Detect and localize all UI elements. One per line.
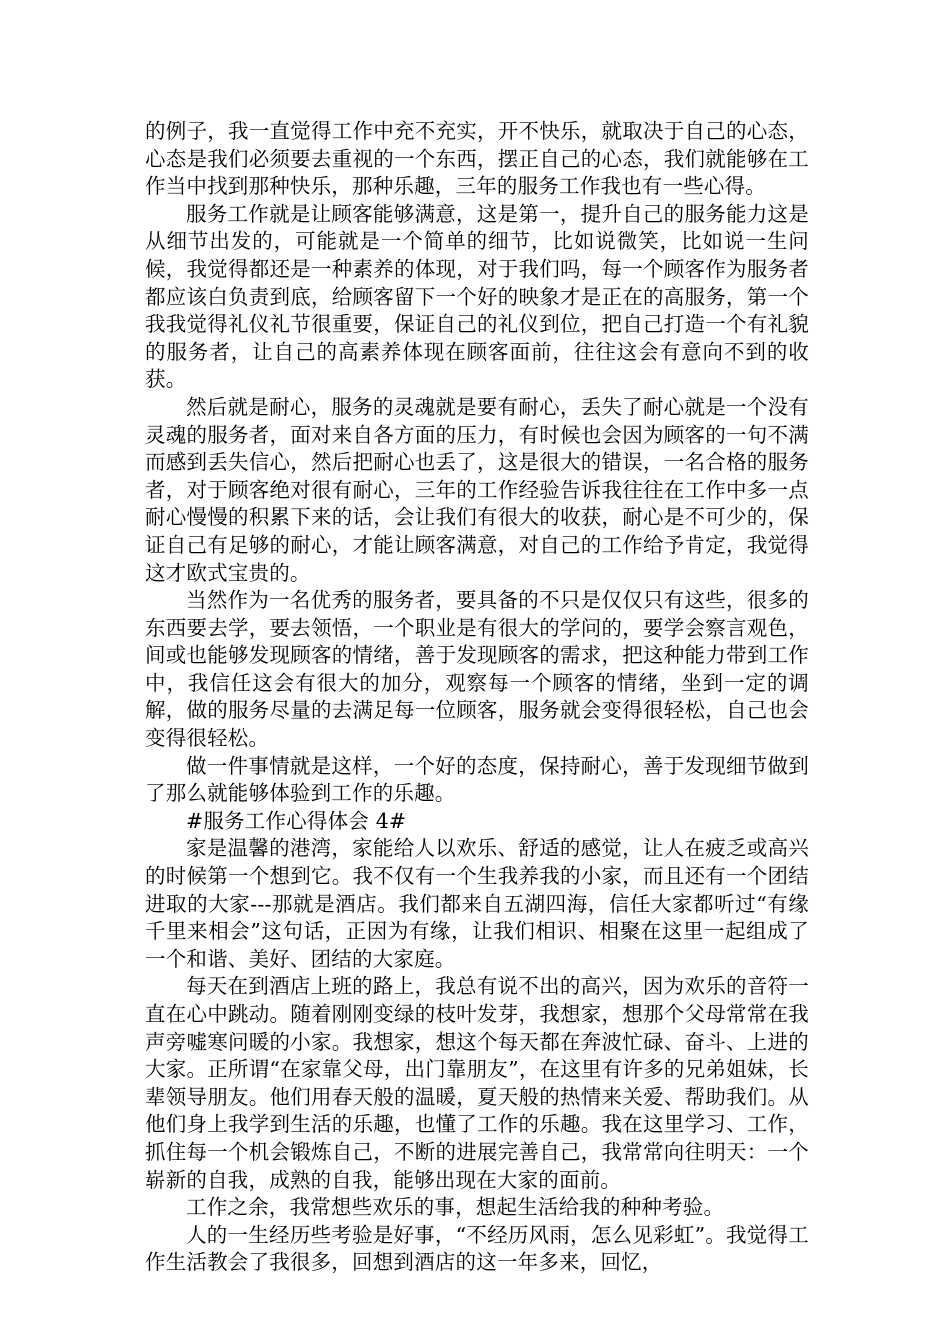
paragraph-6: 家是温馨的港湾，家能给人以欢乐、舒适的感觉，让人在疲乏或高兴的时候第一个想到它。我不仅有一个生我养我的小家，而且还有一个团结进取的大家---那就是酒店。我们都来自五湖四海，信任大家都听过“有缘千里来相会”这句话，正因为有缘，让我们相识、相聚在这里一起组成了一个和谐、美好、团结的大家庭。 bbox=[145, 836, 809, 971]
paragraph-4: 当然作为一名优秀的服务者，要具备的不只是仅仅只有这些，很多的东西要去学，要去领悟，一个职业是有很大的学问的，要学会察言观色，间或也能够发现顾客的情绪，善于发现顾客的需求，把这种能力带到工作中，我信任这会有很大的加分，观察每一个顾客的情绪，坐到一定的调解，做的服务尽量的去满足每一位顾客，服务就会变得很轻松，自己也会变得很轻松。 bbox=[145, 588, 809, 751]
paragraph-5: 做一件事情就是这样，一个好的态度，保持耐心，善于发现细节做到了那么就能够体验到工作的乐趣。 bbox=[145, 753, 809, 806]
paragraph-3: 然后就是耐心，服务的灵魂就是要有耐心，丢失了耐心就是一个没有灵魂的服务者，面对来自各方面的压力，有时候也会因为顾客的一句不满而感到丢失信心，然后把耐心也丢了，这是很大的错误，一名合格的服务者，对于顾客绝对很有耐心，三年的工作经验告诉我往往在工作中多一点耐心慢慢的积累下来的话，会让我们有很大的收获，耐心是不可少的，保证自己有足够的耐心，才能让顾客满意，对自己的工作给予肯定，我觉得这才欧式宝贵的。 bbox=[145, 394, 809, 585]
document-body bbox=[145, 118, 809, 1277]
paragraph-9: 人的一生经历些考验是好事，“不经历风雨，怎么见彩虹”。我觉得工作生活教会了我很多，回想到酒店的这一年多来，回忆， bbox=[145, 1222, 809, 1275]
paragraph-7: 每天在到酒店上班的路上，我总有说不出的高兴，因为欢乐的音符一直在心中跳动。随着刚刚变绿的枝叶发芽，我想家，想那个父母常常在我声旁嘘寒问暖的小家。我想家，想这个每天都在奔波忙碌、奋斗、上进的大家。正所谓“在家靠父母，出门靠朋友”，在这里有许多的兄弟姐妹，长辈领导朋友。他们用春天般的温暖，夏天般的热情来关爱、帮助我们。从他们身上我学到生活的乐趣，也懂了工作的乐趣。我在这里学习、工作，抓住每一个机会锻炼自己，不断的进展完善自己，我常常向往明天：一个崭新的自我，成熟的自我，能够出现在大家的面前。 bbox=[145, 974, 809, 1192]
paragraph-2: 服务工作就是让顾客能够满意，这是第一，提升自己的服务能力这是从细节出发的，可能就是一个简单的细节，比如说微笑，比如说一生问候，我觉得都还是一种素养的体现，对于我们吗，每一个顾客作为服务者都应该白负责到底，给顾客留下一个好的映象才是正在的高服务，第一个我我觉得礼仪礼节很重要，保证自己的礼仪到位，把自己打造一个有礼貌的服务者，让自己的高素养体现在顾客面前，往往这会有意向不到的收获。 bbox=[145, 201, 809, 392]
section-heading: #服务工作心得体会 4# bbox=[186, 808, 407, 833]
paragraph-8: 工作之余，我常想些欢乐的事，想起生活给我的种种考验。 bbox=[186, 1195, 725, 1220]
paragraph-1: 的例子，我一直觉得工作中充不充实，开不快乐，就取决于自己的心态，心态是我们必须要去重视的一个东西，摆正自己的心态，我们就能够在工作当中找到那种快乐，那种乐趣，三年的服务工作我也有一些心得。 bbox=[145, 119, 809, 199]
